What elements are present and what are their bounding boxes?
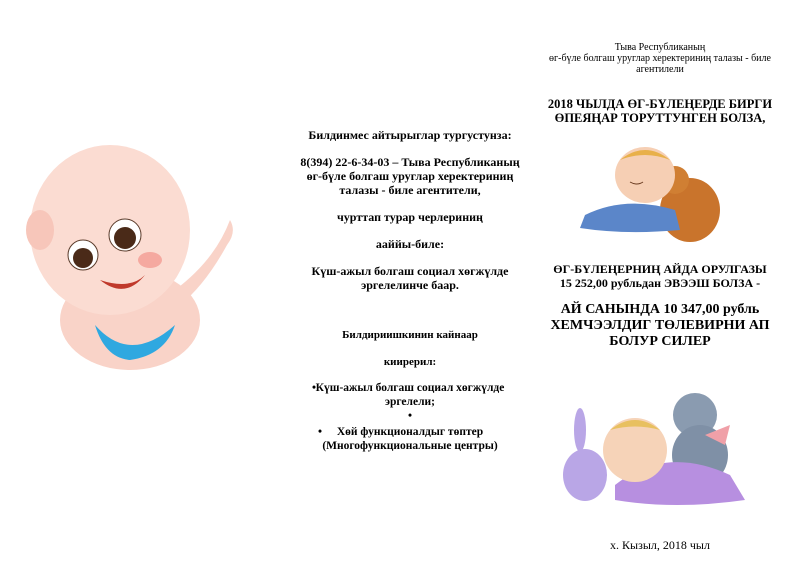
agency-line: талазы - биле агентители, — [339, 183, 481, 197]
office-list-item: • — [407, 410, 413, 422]
title-line: 2018 ЧЫЛДА ӨГ-БҮЛЕҢЕРДЕ БИРГИ — [547, 97, 773, 111]
agency-line: өг-бүле болгаш уруглар херектериниң — [306, 169, 514, 183]
payment-line: АЙ САНЫНДА 10 347,00 рубль — [560, 302, 760, 317]
residence-line: чурттап турар черлериниң — [337, 210, 483, 224]
sleeping-baby-illustration — [575, 140, 725, 245]
org-line: өг-бүле болгаш уруглар херектериниң талазы - биле — [549, 53, 771, 64]
income-line: ӨГ-БҮЛЕҢЕРНИҢ АЙДА ОРУЛГАЗЫ — [553, 262, 767, 276]
payment-info — [530, 302, 790, 350]
social-line: Күш-ажыл болгаш социал хөгжүлде — [311, 264, 509, 278]
contact-info-panel — [270, 128, 550, 453]
baby-with-toys-illustration — [555, 375, 755, 515]
source-line: киирерил: — [383, 356, 437, 368]
office-list — [270, 381, 550, 453]
income-line: 15 252,00 рубльдан ЭВЭЭШ БОЛЗА - — [559, 276, 761, 290]
payment-line: БОЛУР СИЛЕР — [609, 334, 711, 349]
income-condition — [535, 262, 785, 290]
contact-heading: Билдинмес айтырыглар тургустунза: — [308, 128, 512, 142]
brochure-title — [535, 97, 785, 125]
office-list-item: • Күш-ажыл болгаш социал хөгжүлде эргелели; — [312, 382, 505, 408]
waving-baby-illustration — [15, 120, 245, 370]
social-label: ааййы-биле: — [375, 237, 445, 251]
organization-header — [535, 42, 785, 75]
payment-line: ХЕМЧЭЭЛДИГ ТӨЛЕВИРНИ АП — [550, 318, 770, 333]
source-line: Билдириишкинин кайнаар — [342, 329, 478, 341]
org-line: агентилели — [636, 64, 684, 75]
phone-line: 8(394) 22-6-34-03 – Тыва Республиканың — [300, 155, 520, 169]
footer-location-year: х. Кызыл, 2018 чыл — [610, 538, 710, 552]
office-list-item: • Хөй функционалдыг төптер (Многофункциональные центры) — [318, 426, 498, 452]
title-line: ӨПЕЯҢАР ТОРУТТУНГЕН БОЛЗА, — [554, 111, 766, 125]
social-line: эргелелинче баар. — [361, 278, 459, 292]
org-line: Тыва Республиканың — [614, 42, 706, 53]
